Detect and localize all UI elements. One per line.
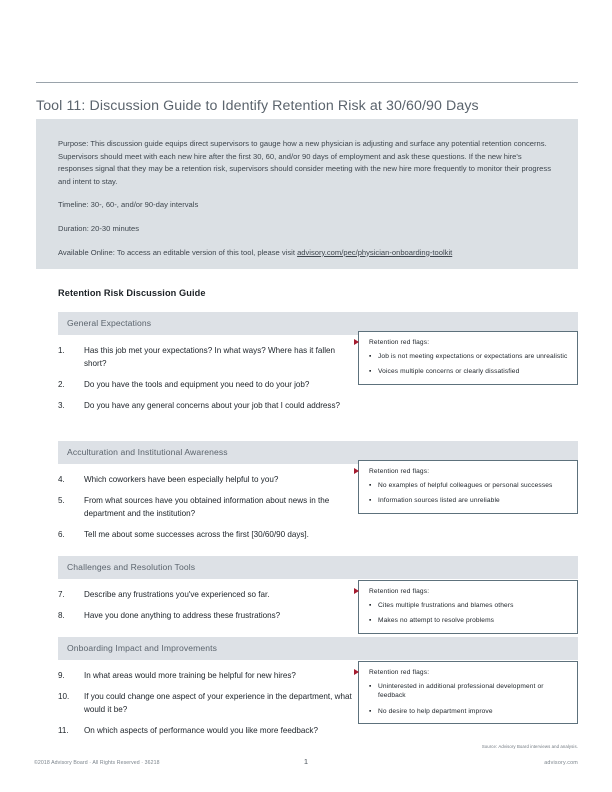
question-text: Have you done anything to address these frustrations? bbox=[84, 611, 281, 620]
red-flags-title: Retention red flags: bbox=[369, 588, 430, 595]
red-flag-text: Uninterested in additional professional development or feedback bbox=[378, 683, 544, 700]
red-flag-item bbox=[369, 352, 568, 361]
source-note: Source: Advisory Board interviews and analysis. bbox=[481, 744, 578, 749]
question-text: Which coworkers have been especially helpful to you? bbox=[84, 475, 279, 484]
retention-red-flags-callout bbox=[358, 580, 578, 634]
red-flags-list bbox=[369, 481, 568, 506]
bullet-icon: ▪ bbox=[369, 707, 372, 715]
section-heading: General Expectations bbox=[58, 312, 578, 335]
question-number: 4. bbox=[58, 475, 65, 484]
available-online-text bbox=[58, 247, 556, 260]
question-item bbox=[58, 724, 355, 737]
section-body bbox=[58, 464, 578, 541]
duration-text: Duration: 20-30 minutes bbox=[58, 223, 140, 233]
question-number: 3. bbox=[58, 401, 65, 410]
red-flag-item bbox=[369, 601, 568, 610]
question-text: From what sources have you obtained information about news in the department and the institution? bbox=[84, 496, 330, 518]
question-text: On which aspects of performance would you like more feedback? bbox=[84, 726, 318, 735]
section-heading: Challenges and Resolution Tools bbox=[58, 556, 578, 579]
triangle-pointer-icon bbox=[354, 588, 359, 594]
question-number: 10. bbox=[58, 692, 70, 701]
section-body bbox=[58, 579, 578, 625]
section-heading: Acculturation and Institutional Awareness bbox=[58, 441, 578, 464]
question-text: Tell me about some successes across the first [30/60/90 days]. bbox=[84, 530, 309, 539]
triangle-pointer-icon bbox=[354, 669, 359, 675]
section-body bbox=[58, 660, 578, 737]
red-flags-list bbox=[369, 352, 568, 377]
red-flags-title: Retention red flags: bbox=[369, 339, 430, 346]
question-item bbox=[58, 609, 355, 622]
red-flag-text: No examples of helpful colleagues or personal successes bbox=[378, 482, 553, 489]
red-flag-text: Information sources listed are unreliable bbox=[378, 497, 500, 505]
question-item bbox=[58, 399, 355, 412]
question-number: 1. bbox=[58, 346, 65, 355]
red-flag-item bbox=[369, 496, 568, 505]
question-text: If you could change one aspect of your experience in the department, what would it be? bbox=[84, 692, 352, 714]
section-body bbox=[58, 335, 578, 412]
question-list bbox=[58, 344, 355, 412]
question-text: In what areas would more training be helpful for new hires? bbox=[84, 671, 296, 680]
section bbox=[58, 312, 578, 412]
section bbox=[58, 637, 578, 737]
question-list bbox=[58, 588, 355, 622]
red-flags-list bbox=[369, 682, 568, 716]
retention-red-flags-callout bbox=[358, 661, 578, 724]
question-item bbox=[58, 473, 355, 486]
red-flag-item bbox=[369, 682, 568, 701]
question-number: 5. bbox=[58, 496, 65, 505]
bullet-icon: ▪ bbox=[369, 353, 372, 360]
retention-red-flags-callout bbox=[358, 331, 578, 385]
section bbox=[58, 441, 578, 541]
purpose-panel bbox=[36, 119, 578, 269]
red-flag-text: No desire to help department improve bbox=[378, 707, 493, 715]
toolkit-link[interactable]: advisory.com/pec/physician-onboarding-toolkit bbox=[297, 247, 453, 257]
question-number: 8. bbox=[58, 611, 65, 620]
bullet-icon: ▪ bbox=[369, 617, 372, 625]
available-online-prefix: Available Online: To access an editable version of this tool, please visit bbox=[58, 247, 298, 257]
bullet-icon: ▪ bbox=[369, 368, 372, 376]
question-number: 2. bbox=[58, 380, 65, 389]
red-flag-text: Makes no attempt to resolve problems bbox=[378, 617, 495, 625]
bullet-icon: ▪ bbox=[369, 497, 372, 505]
question-item bbox=[58, 344, 355, 370]
question-number: 9. bbox=[58, 671, 65, 680]
section-heading: Onboarding Impact and Improvements bbox=[58, 637, 578, 660]
question-number: 6. bbox=[58, 530, 65, 539]
question-item bbox=[58, 669, 355, 682]
red-flag-item bbox=[369, 481, 568, 490]
red-flags-title: Retention red flags: bbox=[369, 468, 430, 475]
red-flag-item bbox=[369, 367, 568, 376]
page-title: Tool 11: Discussion Guide to Identify Retention Risk at 30/60/90 Days bbox=[36, 97, 479, 114]
question-text: Do you have any general concerns about your job that I could address? bbox=[84, 401, 341, 410]
question-number: 11. bbox=[58, 726, 69, 735]
bullet-icon: ▪ bbox=[369, 482, 372, 489]
question-text: Has this job met your expectations? In what ways? Where has it fallen short? bbox=[84, 346, 336, 368]
guide-heading: Retention Risk Discussion Guide bbox=[58, 288, 206, 298]
purpose-paragraph: Purpose: This discussion guide equips direct supervisors to gauge how a new physician is adjusting and surface any potential retention concerns. Supervisors should meet with each new hire after the first 30, 60, and/or 90 days of employment and ask these questions. If the new hire's responses signal that they may be a retention risk, supervisors should consider meeting with the new hire more frequently to monitor their progress and intent to stay. bbox=[58, 139, 551, 186]
red-flag-text: Voices multiple concerns or clearly dissatisfied bbox=[378, 368, 520, 376]
footer-page-number: 1 bbox=[303, 757, 309, 766]
question-item bbox=[58, 528, 355, 541]
title-divider bbox=[36, 82, 578, 83]
question-number: 7. bbox=[58, 590, 65, 599]
footer-website[interactable]: advisory.com bbox=[544, 760, 578, 766]
question-list bbox=[58, 473, 355, 541]
red-flag-text: Cites multiple frustrations and blames others bbox=[378, 602, 514, 609]
red-flags-title: Retention red flags: bbox=[369, 669, 430, 676]
section bbox=[58, 556, 578, 625]
red-flags-list bbox=[369, 601, 568, 626]
retention-red-flags-callout bbox=[358, 460, 578, 514]
question-text: Do you have the tools and equipment you need to do your job? bbox=[84, 380, 310, 389]
triangle-pointer-icon bbox=[354, 468, 359, 474]
question-item bbox=[58, 690, 355, 716]
question-list bbox=[58, 669, 355, 737]
question-item bbox=[58, 378, 355, 391]
question-item bbox=[58, 494, 355, 520]
red-flag-item bbox=[369, 616, 568, 625]
red-flag-item bbox=[369, 707, 568, 716]
question-text: Describe any frustrations you've experienced so far. bbox=[84, 590, 270, 599]
bullet-icon: ▪ bbox=[369, 602, 372, 609]
bullet-icon: ▪ bbox=[369, 683, 372, 690]
timeline-text: Timeline: 30-, 60-, and/or 90-day intervals bbox=[58, 200, 199, 210]
triangle-pointer-icon bbox=[354, 339, 359, 345]
footer-copyright: ©2018 Advisory Board · All Rights Reserved · 36218 bbox=[34, 760, 160, 766]
question-item bbox=[58, 588, 355, 601]
red-flag-text: Job is not meeting expectations or expectations are unrealistic bbox=[378, 353, 568, 360]
